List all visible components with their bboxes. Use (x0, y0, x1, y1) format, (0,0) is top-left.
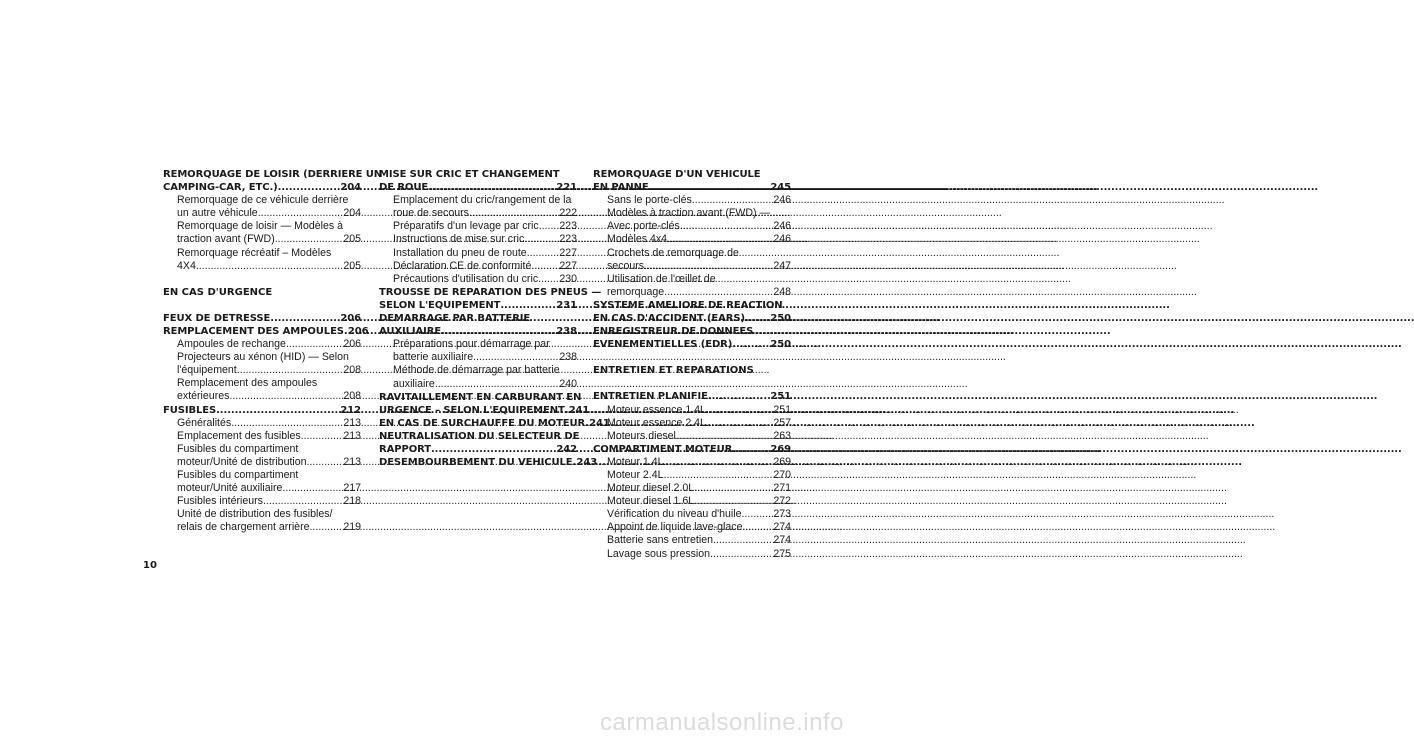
section-heading: EN CAS D'URGENCE (163, 286, 273, 298)
page-ref: 206 (340, 312, 361, 324)
entry-title: Emplacement des fusibles (177, 429, 301, 442)
page-ref: 223 (559, 233, 577, 246)
entry-title: relais de chargement arrière (177, 521, 310, 534)
dot-leader (531, 260, 559, 273)
entry-title: Moteurs diesel (607, 429, 676, 442)
toc-sub-entry[interactable] (593, 521, 791, 534)
dot-leader (524, 233, 559, 246)
page-ref: 230 (559, 272, 577, 285)
toc-main-entry[interactable] (163, 312, 361, 325)
dot-leader (713, 534, 773, 547)
entry-title: Fusibles du compartiment (177, 442, 299, 455)
toc-main-entry[interactable] (593, 390, 791, 403)
entry-title: Méthode de démarrage par batterie (393, 364, 560, 377)
page-ref: 218 (343, 495, 361, 508)
toc-sub-entry[interactable] (379, 338, 577, 364)
toc-sub-entry[interactable] (379, 364, 577, 390)
page-ref: 238 (556, 326, 577, 338)
page-ref: 221 (556, 182, 577, 194)
dot-leader (309, 521, 343, 534)
dot-leader (237, 364, 344, 377)
dot-leader (676, 430, 773, 443)
entry-title: Moteur diesel 2.0L (607, 482, 695, 495)
entry-title: EN PANNE (593, 182, 649, 194)
entry-title: AUXILIAIRE (379, 326, 442, 338)
entry-title: Fusibles du compartiment (177, 468, 299, 481)
dot-leader (644, 260, 773, 273)
toc-sub-entry[interactable] (379, 260, 577, 273)
toc-main-entry[interactable] (593, 168, 791, 194)
toc-sub-entry[interactable] (163, 495, 361, 508)
page-ref: 205 (343, 233, 361, 246)
entry-title: Sans le porte-clés (607, 194, 692, 207)
page-ref: 245 (770, 182, 791, 194)
page-ref: 227 (559, 259, 577, 272)
dot-leader (667, 233, 773, 246)
dot-leader (539, 220, 560, 233)
page-ref: 248 (773, 285, 791, 298)
dot-leader (216, 404, 340, 417)
dot-leader (263, 495, 343, 508)
dot-leader (231, 417, 343, 430)
entry-title: FEUX DE DETRESSE (163, 312, 271, 324)
toc-sub-entry[interactable] (163, 417, 361, 430)
toc-main-entry[interactable] (379, 391, 590, 417)
watermark: carmanualsonline.info (600, 709, 844, 736)
page-ref: 204 (340, 182, 361, 194)
dot-leader (745, 312, 770, 325)
toc-sub-entry[interactable] (163, 351, 361, 377)
dot-leader (664, 456, 774, 469)
dot-leader (742, 508, 774, 521)
entry-title: DEMARRAGE PAR BATTERIE (379, 313, 531, 325)
dot-leader (664, 469, 774, 482)
toc-column-1 (163, 168, 383, 534)
page-ref: 269 (770, 443, 791, 455)
toc-sub-entry[interactable] (593, 534, 791, 547)
toc-sub-entry[interactable] (593, 273, 791, 299)
dot-leader (301, 430, 344, 443)
dot-leader (706, 417, 773, 430)
toc-main-entry[interactable] (163, 168, 383, 194)
entry-title: TROUSSE DE REPARATION DES PNEUS — (379, 286, 602, 298)
page-number: 10 (143, 560, 157, 571)
toc-sub-entry[interactable] (593, 430, 791, 443)
page-ref: 227 (559, 246, 577, 259)
entry-title: REMPLACEMENT DES AMPOULES (163, 325, 344, 337)
entry-title: COMPARTIMENT MOTEUR (593, 443, 733, 455)
dot-leader (500, 299, 556, 312)
entry-title: Préparatifs d'un levage par cric (393, 220, 539, 233)
entry-title: Projecteurs au xénon (HID) — Selon (177, 351, 349, 364)
toc-sub-entry[interactable] (593, 495, 791, 508)
entry-title: Appoint de liquide lave-glace (607, 521, 743, 534)
page-ref: 273 (773, 508, 791, 521)
page-ref: 213 (343, 416, 361, 429)
entry-title: Remorquage de loisir — Modèles à (177, 220, 344, 233)
entry-title: REMORQUAGE DE LOISIR (DERRIERE UN (163, 169, 383, 180)
entry-title: remorquage (607, 285, 665, 298)
page-ref: 274 (773, 534, 791, 547)
toc-sub-entry[interactable] (163, 377, 361, 403)
entry-title: secours (607, 259, 645, 272)
entry-title: Remplacement des ampoules (177, 377, 318, 390)
page-ref: 242 (556, 443, 577, 455)
entry-title: Utilisation de l'œillet de (607, 272, 716, 285)
toc-main-entry[interactable] (379, 430, 580, 456)
page-ref: 251 (770, 391, 791, 403)
page-ref: 223 (559, 220, 577, 233)
entry-title: Avec porte-clés (607, 220, 680, 233)
toc-column-2 (379, 168, 610, 469)
entry-title: batterie auxiliaire (393, 351, 474, 364)
entry-title: auxiliaire (393, 377, 435, 390)
entry-title: Batterie sans entretien (607, 534, 713, 547)
toc-main-entry[interactable] (379, 286, 602, 312)
page-ref: 241 (589, 417, 610, 429)
entry-title: EN CAS D'ACCIDENT (EARS) (593, 313, 745, 325)
dot-leader (732, 338, 770, 351)
dot-leader (710, 548, 773, 561)
page-ref: 269 (773, 455, 791, 468)
toc-sub-entry[interactable] (163, 508, 361, 534)
entry-title: Emplacement du cric/rangement de la (393, 194, 572, 207)
entry-title: moteur/Unité de distribution (177, 455, 307, 468)
page-ref: 247 (773, 259, 791, 272)
page-ref: 206 (347, 325, 369, 337)
page-ref: 271 (773, 482, 791, 495)
entry-title: EVENEMENTIELLES (EDR) (593, 339, 733, 351)
toc-sub-entry[interactable] (163, 247, 361, 273)
entry-title: Remorquage de ce véhicule derrière (177, 194, 349, 207)
page-ref: 246 (773, 233, 791, 246)
toc-sub-entry[interactable] (163, 443, 361, 469)
dot-leader (307, 456, 344, 469)
entry-title: Modèles à traction avant (FWD) — (607, 207, 771, 220)
toc-main-entry[interactable] (379, 456, 598, 469)
entry-title: Crochets de remorquage de (607, 246, 739, 259)
entry-title: Remorquage récréatif – Modèles (177, 246, 332, 259)
dot-leader (282, 482, 343, 495)
entry-title: extérieures (177, 390, 230, 403)
page-ref: 275 (773, 547, 791, 560)
dot-leader (694, 482, 773, 495)
dot-leader (664, 286, 773, 299)
page-ref: 204 (343, 207, 361, 220)
page-ref: 250 (770, 313, 791, 325)
dot-leader (473, 351, 559, 364)
dot-leader (275, 233, 344, 246)
entry-title: URGENCE – SELON L'EQUIPEMENT (379, 404, 565, 416)
entry-title: REMORQUAGE D'UN VEHICULE (593, 169, 761, 180)
entry-title: l'équipement (177, 364, 237, 377)
page-ref: 208 (343, 390, 361, 403)
entry-title: MISE SUR CRIC ET CHANGEMENT (379, 169, 560, 180)
entry-title: moteur/Unité auxiliaire (177, 482, 283, 495)
toc-sub-entry[interactable] (593, 548, 791, 561)
toc-sub-entry[interactable] (379, 273, 577, 286)
toc-sub-entry[interactable] (379, 194, 577, 220)
toc-main-entry[interactable] (593, 299, 791, 325)
page-ref: 240 (559, 377, 577, 390)
dot-leader (431, 443, 556, 456)
entry-title: traction avant (FWD) (177, 233, 275, 246)
entry-title: DE ROUE (379, 182, 429, 194)
toc-main-entry[interactable] (379, 312, 577, 338)
toc-sub-entry[interactable] (379, 233, 577, 246)
dot-leader (706, 404, 773, 417)
entry-title: un autre véhicule (177, 207, 258, 220)
page-ref: 213 (343, 429, 361, 442)
page-ref: 246 (773, 194, 791, 207)
toc-main-entry[interactable] (163, 325, 369, 338)
dot-leader (742, 521, 773, 534)
dot-leader (270, 312, 340, 325)
entry-title: RAVITAILLEMENT EN CARBURANT EN (379, 391, 582, 403)
dot-leader (428, 181, 556, 194)
dot-leader (229, 390, 343, 403)
toc-sub-entry[interactable] (163, 430, 361, 443)
toc-sub-entry[interactable] (593, 404, 791, 417)
entry-title: CAMPING-CAR, ETC.) (163, 182, 278, 194)
page-ref: 257 (773, 416, 791, 429)
dot-leader (680, 220, 773, 233)
entry-title: Instructions de mise sur cric (393, 233, 525, 246)
page-ref: 213 (343, 455, 361, 468)
entry-title: Unité de distribution des fusibles/ (177, 508, 333, 521)
dot-leader (538, 273, 559, 286)
dot-leader (196, 260, 343, 273)
entry-title: SELON L'EQUIPEMENT (379, 299, 501, 311)
toc-sub-entry[interactable] (593, 469, 791, 482)
toc-sub-entry[interactable] (593, 233, 791, 246)
toc-main-entry[interactable] (379, 417, 610, 430)
page-ref: 238 (559, 351, 577, 364)
page-ref: 241 (568, 404, 590, 416)
toc-sub-entry[interactable] (593, 456, 791, 469)
entry-title: Moteur diesel 1.6L (607, 495, 695, 508)
page-ref: 205 (343, 259, 361, 272)
dot-leader (258, 207, 344, 220)
entry-title: Vérification du niveau d'huile (607, 508, 742, 521)
toc-main-entry[interactable] (163, 404, 361, 417)
entry-title: Installation du pneu de route (393, 246, 527, 259)
entry-title: Ampoules de rechange (177, 338, 286, 351)
entry-title: Fusibles intérieurs (177, 495, 263, 508)
toc-sub-entry[interactable] (593, 194, 791, 207)
entry-title: roue de secours (393, 207, 469, 220)
dot-leader (732, 443, 770, 456)
toc-column-3 (593, 168, 791, 561)
entry-title: EN CAS DE SURCHAUFFE DU MOTEUR (379, 417, 586, 429)
page-ref: 243 (576, 457, 598, 469)
dot-leader (694, 495, 773, 508)
page-ref: 246 (773, 220, 791, 233)
toc-sub-entry[interactable] (593, 247, 791, 273)
page-ref: 250 (770, 339, 791, 351)
toc-sub-entry[interactable] (163, 469, 361, 495)
section-heading: ENTRETIEN ET REPARATIONS (593, 365, 754, 377)
toc-sub-entry[interactable] (593, 417, 791, 430)
page-ref: 219 (343, 521, 361, 534)
entry-title: Précautions d'utilisation du cric (393, 272, 539, 285)
toc-sub-entry[interactable] (593, 482, 791, 495)
entry-title: Déclaration CE de conformité (393, 259, 532, 272)
page-ref: 212 (340, 404, 361, 416)
toc-sub-entry[interactable] (379, 247, 577, 260)
toc-sub-entry[interactable] (593, 508, 791, 521)
toc-main-entry[interactable] (593, 325, 791, 351)
dot-leader (708, 390, 771, 403)
page-ref: 263 (773, 429, 791, 442)
entry-title: Modèles 4x4 (607, 233, 668, 246)
toc-sub-entry[interactable] (163, 338, 361, 351)
entry-title: Généralités (177, 416, 232, 429)
toc-main-entry[interactable] (379, 168, 577, 194)
entry-title: Moteur essence 2.4L (607, 416, 706, 429)
entry-title: ENREGISTREUR DE DONNEES (593, 326, 754, 338)
entry-title: RAPPORT (379, 443, 431, 455)
dot-leader (692, 194, 774, 207)
entry-title: Préparations pour démarrage par (393, 338, 550, 351)
dot-leader (435, 378, 560, 391)
dot-leader (441, 325, 556, 338)
page-ref: 251 (773, 403, 791, 416)
page-ref: 270 (773, 468, 791, 481)
entry-title: FUSIBLES (163, 404, 217, 416)
page-ref: 231 (556, 299, 577, 311)
page-ref: 272 (773, 495, 791, 508)
toc-sub-entry[interactable] (593, 207, 791, 233)
toc-sub-entry[interactable] (379, 220, 577, 233)
toc-sub-entry[interactable] (163, 194, 361, 220)
page-ref: 206 (343, 338, 361, 351)
dot-leader (286, 338, 343, 351)
entry-title: Lavage sous pression (607, 547, 711, 560)
entry-title: Moteur 1.4L (607, 455, 664, 468)
toc-sub-entry[interactable] (163, 220, 361, 246)
entry-title: NEUTRALISATION DU SELECTEUR DE (379, 430, 580, 442)
page-ref: 222 (559, 207, 577, 220)
entry-title: SYSTEME AMELIORE DE REACTION (593, 299, 783, 311)
page-ref: 274 (773, 521, 791, 534)
entry-title: Moteur 2.4L (607, 468, 664, 481)
entry-title: ENTRETIEN PLANIFIE (593, 391, 708, 403)
dot-leader (649, 181, 771, 194)
page-ref: 208 (343, 364, 361, 377)
dot-leader (469, 207, 559, 220)
toc-main-entry[interactable] (593, 443, 791, 456)
entry-title: DESEMBOURBEMENT DU VEHICULE (379, 457, 573, 469)
entry-title: 4X4 (177, 259, 196, 272)
page-ref: 217 (343, 482, 361, 495)
entry-title: Moteur essence 1.4L (607, 403, 706, 416)
dot-leader (527, 247, 560, 260)
dot-leader (278, 181, 341, 194)
